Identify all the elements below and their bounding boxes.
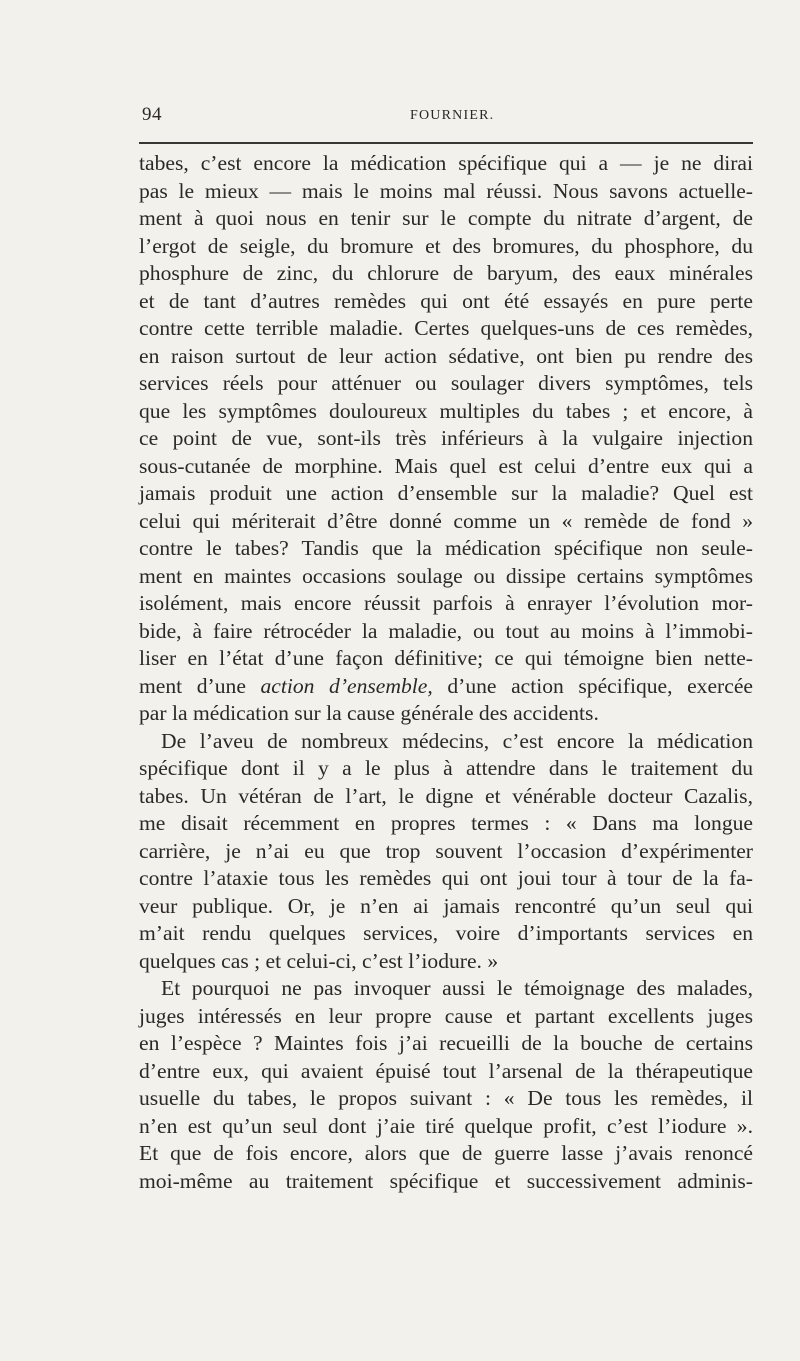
- text-line: phosphure de zinc, du chlorure de baryum, des eaux minérales: [139, 261, 753, 285]
- text-line: par la médication sur la cause générale des accidents.: [139, 701, 599, 725]
- paragraph-3: [139, 975, 753, 1195]
- text-line: sous-cutanée de morphine. Mais quel est celui d’entre eux qui a: [139, 453, 753, 478]
- text-line: bide, à faire rétrocéder la maladie, ou tout au moins à l’immobi-: [139, 618, 753, 643]
- text-line: carrière, je n’ai eu que trop souvent l’occasion d’expérimenter: [139, 838, 753, 863]
- text-line: juges intéressés en leur propre cause et partant excellents juges: [139, 1003, 753, 1028]
- text-line: quelques cas ; et celui-ci, c’est l’iodure. »: [139, 948, 499, 973]
- paragraph-1: [139, 150, 753, 728]
- page-number: 94: [142, 104, 162, 125]
- text-line: d’entre eux, qui avaient épuisé tout l’arsenal de la thérapeutique: [139, 1058, 753, 1083]
- text-line: que les symptômes douloureux multiples du tabes ; et encore, à: [139, 398, 753, 423]
- text-line: contre l’ataxie tous les remèdes qui ont joui tour à tour de la fa-: [139, 866, 753, 890]
- text-segment: d’une action spécifique, exercée: [432, 673, 754, 698]
- text-line: spécifique dont il y a le plus à attendre dans le traitement du: [139, 756, 753, 780]
- text-line: contre le tabes? Tandis que la médication spécifique non seule-: [139, 536, 753, 560]
- text-line-with-italic: [139, 673, 753, 701]
- body-text: [139, 150, 753, 1195]
- running-head: FOURNIER.: [410, 108, 495, 123]
- header-rule: [139, 142, 753, 144]
- text-line: celui qui mériterait d’être donné comme un « remède de fond »: [139, 508, 753, 533]
- text-line: isolément, mais encore réussit parfois à enrayer l’évolution mor-: [139, 591, 753, 615]
- text-line: tabes. Un vétéran de l’art, le digne et vénérable docteur Cazalis,: [139, 783, 753, 808]
- text-line: tabes, c’est encore la médication spécifique qui a — je ne dirai: [139, 151, 753, 175]
- text-line: pas le mieux — mais le moins mal réussi. Nous savons actuelle-: [139, 178, 753, 203]
- page-header: [139, 104, 753, 130]
- text-line: veur publique. Or, je n’en ai jamais rencontré qu’un seul qui: [139, 893, 753, 918]
- text-line: en raison surtout de leur action sédative, ont bien pu rendre des: [139, 343, 753, 368]
- text-line: ment en maintes occasions soulage ou dissipe certains symptômes: [139, 563, 753, 588]
- text-line: Et que de fois encore, alors que de guerre lasse j’avais renoncé: [139, 1141, 753, 1165]
- text-line: Et pourquoi ne pas invoquer aussi le témoignage des malades,: [161, 976, 753, 1000]
- text-line: m’ait rendu quelques services, voire d’importants services en: [139, 921, 753, 945]
- text-line: jamais produit une action d’ensemble sur la maladie? Quel est: [139, 481, 753, 505]
- text-line: ce point de vue, sont-ils très inférieurs à la vulgaire injection: [139, 426, 753, 450]
- paragraph-2: [139, 728, 753, 976]
- text-line: me disait récemment en propres termes : « Dans ma longue: [139, 811, 753, 835]
- text-line: usuelle du tabes, le propos suivant : « De tous les remèdes, il: [139, 1086, 753, 1110]
- text-line: en l’espèce ? Maintes fois j’ai recueilli de la bouche de certains: [139, 1031, 753, 1055]
- text-line: ment à quoi nous en tenir sur le compte du nitrate d’argent, de: [139, 206, 753, 230]
- text-line: services réels pour atténuer ou soulager divers symptômes, tels: [139, 371, 753, 395]
- text-line: liser en l’état d’une façon définitive; ce qui témoigne bien nette-: [139, 646, 753, 670]
- text-line: n’en est qu’un seul dont j’aie tiré quelque profit, c’est l’iodure ».: [139, 1113, 753, 1138]
- text-line: De l’aveu de nombreux médecins, c’est encore la médication: [161, 728, 753, 753]
- text-segment: ment d’une: [139, 673, 261, 698]
- text-line: et de tant d’autres remèdes qui ont été essayés en pure perte: [139, 288, 753, 313]
- italic-phrase: action d’ensemble,: [260, 673, 433, 698]
- text-line: moi-même au traitement spécifique et successivement adminis-: [139, 1168, 753, 1193]
- text-line: l’ergot de seigle, du bromure et des bromures, du phosphore, du: [139, 233, 753, 258]
- text-line: contre cette terrible maladie. Certes quelques-uns de ces remèdes,: [139, 316, 753, 340]
